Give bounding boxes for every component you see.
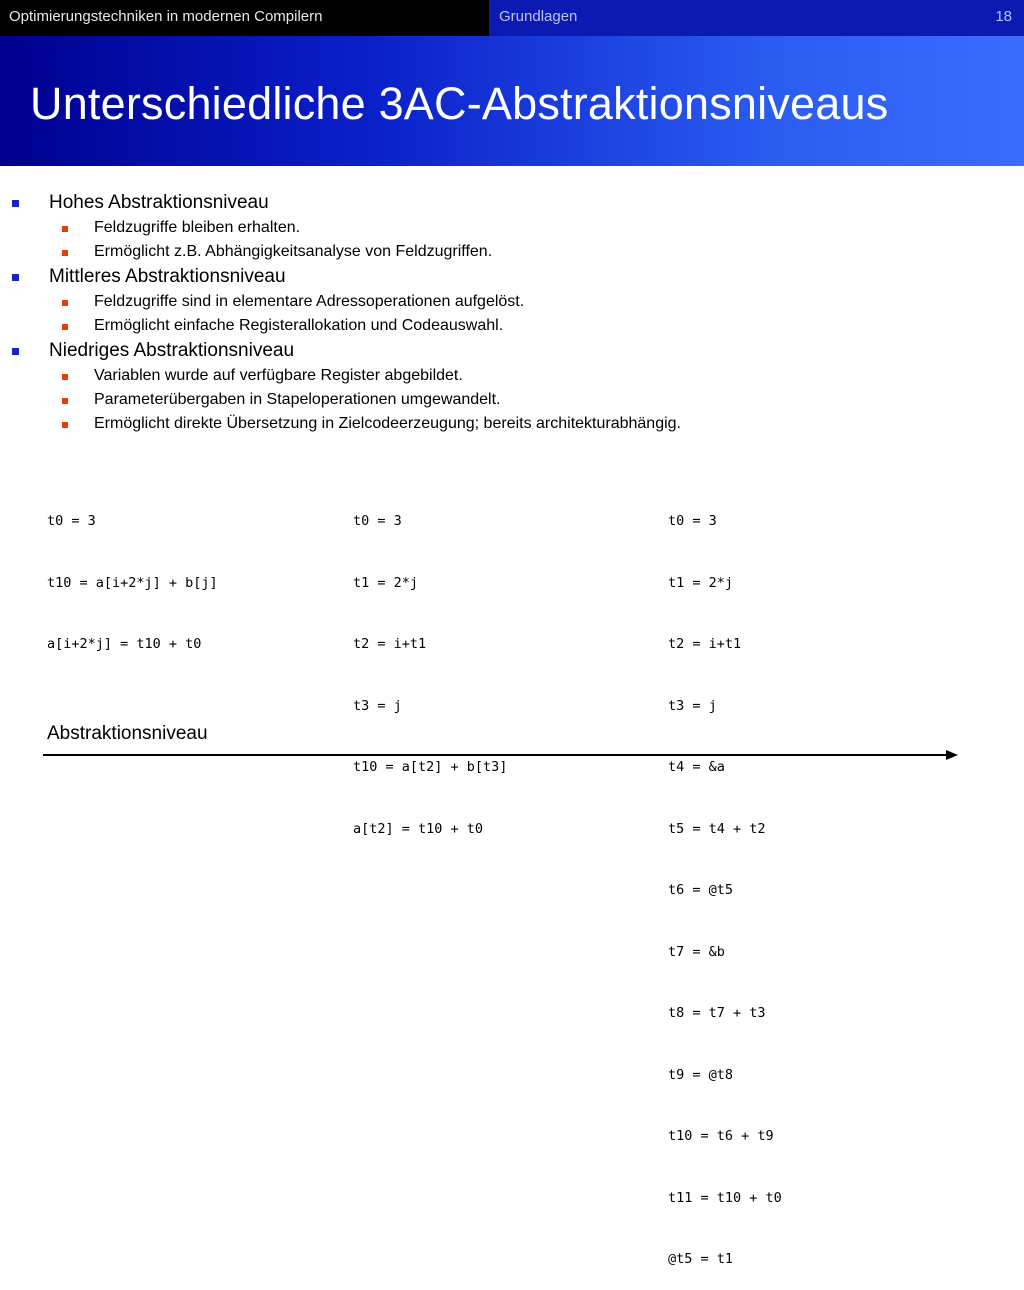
code-line: a[i+2*j] = t10 + t0 [47,636,202,652]
code-high-level [47,470,218,675]
code-line: t0 = 3 [47,513,96,529]
code-line: t10 = t6 + t9 [668,1128,774,1144]
code-line: t3 = j [668,697,717,714]
code-line: t10 = a[i+2*j] + b[j] [47,574,218,591]
code-line: t3 = j [353,697,402,714]
axis-label: Abstraktionsniveau [47,723,208,744]
code-line: t1 = 2*j [668,574,734,591]
code-line: t1 = 2*j [353,574,419,591]
code-line: t6 = @t5 [668,882,734,898]
arrow-head-icon [946,750,958,760]
code-line: a[t2] = t10 + t0 [353,820,484,837]
section-name: Grundlagen [499,8,578,25]
sub-bullet-item: Ermöglicht z.B. Abhängigkeitsanalyse von Feldzugriffen. [94,240,1024,264]
title-banner [0,36,1024,166]
sub-bullet-item: Feldzugriffe sind in elementare Adressoperationen aufgelöst. [94,290,1024,314]
sub-bullet-item: Variablen wurde auf verfügbare Register abgebildet. [94,364,1024,388]
code-line: t2 = i+t1 [668,636,742,652]
page-number: 18 [995,8,1012,25]
code-low-level [668,470,782,1290]
sub-bullet-item: Parameterübergaben in Stapeloperationen umgewandelt. [94,388,1024,412]
bullet-list [0,190,1024,436]
code-line: t0 = 3 [668,513,717,529]
code-line: t11 = t10 + t0 [668,1189,782,1206]
code-line: t8 = t7 + t3 [668,1005,766,1021]
code-mid-level [353,470,507,860]
code-line: t9 = @t8 [668,1066,734,1083]
code-line: t2 = i+t1 [353,636,427,652]
slide-title: Unterschiedliche 3AC-Abstraktionsniveaus [30,78,889,129]
code-line: t5 = t4 + t2 [668,820,766,837]
bullet-item: Niedriges Abstraktionsniveau [49,338,1024,364]
bullet-item: Mittleres Abstraktionsniveau [49,264,1024,290]
header-bar [0,0,1024,36]
course-title: Optimierungstechniken in modernen Compilern [9,8,323,25]
sub-bullet-item: Feldzugriffe bleiben erhalten. [94,216,1024,240]
abstraction-axis-line [43,754,948,756]
code-line: t0 = 3 [353,513,402,529]
code-line: t10 = a[t2] + b[t3] [353,759,508,775]
bullet-item: Hohes Abstraktionsniveau [49,190,1024,216]
sub-bullet-item: Ermöglicht einfache Registerallokation und Codeauswahl. [94,314,1024,338]
sub-bullet-item: Ermöglicht direkte Übersetzung in Zielcodeerzeugung; bereits architekturabhängig. [94,412,1024,436]
code-line: t7 = &b [668,943,725,960]
code-line: @t5 = t1 [668,1251,734,1267]
code-line: t4 = &a [668,759,725,775]
